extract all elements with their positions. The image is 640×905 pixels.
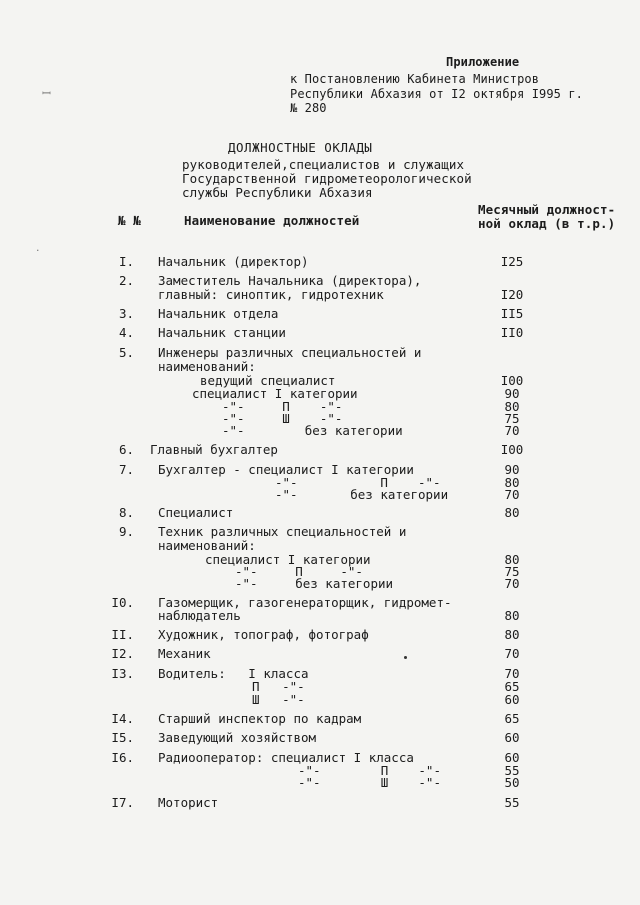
row-number: I3.: [111, 666, 134, 681]
row-title: Старший инспектор по кадрам: [158, 711, 362, 726]
sub-row-salary: 80: [504, 399, 520, 414]
sub-row-salary: 50: [504, 775, 520, 790]
sub-row-salary: 70: [504, 576, 520, 591]
row-salary: 60: [504, 750, 520, 765]
row-number: 8.: [118, 505, 134, 520]
subtitle-line-1: руководителей,специалистов и служащих: [182, 157, 465, 172]
sub-row-title: Ш -"-: [252, 692, 305, 707]
subtitle-line-2: Государственной гидрометеорологической: [182, 171, 472, 186]
sub-row-salary: 60: [504, 692, 520, 707]
sub-row-salary: 75: [504, 564, 520, 579]
row-number: 3.: [118, 306, 134, 321]
row-title: Газомерщик, газогенераторщик, гидромет-: [158, 595, 452, 610]
sub-row-title: специалист I категории: [192, 386, 358, 401]
row-salary: 65: [504, 711, 520, 726]
row-salary: 55: [504, 795, 520, 810]
row-number: II.: [111, 627, 134, 642]
sub-row-salary: 90: [504, 386, 520, 401]
row-salary: 70: [504, 646, 520, 661]
sub-row-title: -"- П -"-: [298, 763, 441, 778]
row-title: Механик: [158, 646, 211, 661]
column-header-salary-1: Месячный должност-: [478, 202, 616, 217]
sub-row-title: ведущий специалист: [200, 373, 336, 388]
row-number: 2.: [118, 273, 134, 288]
sub-row-salary: 80: [504, 475, 520, 490]
row-title: Специалист: [158, 505, 234, 520]
column-header-name: Наименование должностей: [184, 213, 360, 228]
row-title: Заместитель Начальника (директора),: [158, 273, 422, 288]
row-title-continued: наименований:: [158, 538, 256, 553]
ink-dot: [404, 656, 407, 659]
sub-row-title: -"- П -"-: [275, 475, 441, 490]
row-number: I5.: [111, 730, 134, 745]
row-salary: I20: [500, 287, 524, 302]
resolution-line-2: Республики Абхазия от I2 октября I995 г.: [290, 87, 583, 101]
row-number: I7.: [111, 795, 134, 810]
resolution-number: № 280: [290, 101, 327, 115]
sub-row-salary: 70: [504, 423, 520, 438]
sub-row-title: -"- Ш -"-: [298, 775, 441, 790]
sub-row-title: -"- П -"-: [235, 564, 363, 579]
row-title-continued: наименований:: [158, 359, 256, 374]
row-salary: 80: [504, 627, 520, 642]
row-salary: 60: [504, 730, 520, 745]
row-salary: 80: [504, 608, 520, 623]
row-title: Художник, топограф, фотограф: [158, 627, 369, 642]
margin-mark: ·: [36, 244, 40, 257]
row-title: Моторист: [158, 795, 219, 810]
resolution-line-1: к Постановлению Кабинета Министров: [290, 72, 540, 86]
sub-row-title: -"- П -"-: [222, 399, 343, 414]
row-title: Начальник отдела: [158, 306, 279, 321]
row-salary: 90: [504, 462, 520, 477]
sub-row-salary: 70: [504, 487, 520, 502]
row-number: 5.: [118, 345, 134, 360]
row-title: Бухгалтер - специалист I категории: [158, 462, 414, 477]
row-title: Начальник станции: [158, 325, 286, 340]
row-title-continued: главный: синоптик, гидротехник: [158, 287, 384, 302]
row-salary: II0: [500, 325, 524, 340]
sub-row-salary: 65: [504, 679, 520, 694]
row-salary: I25: [500, 254, 524, 269]
row-number: 4.: [118, 325, 134, 340]
sub-row-title: П -"-: [252, 679, 305, 694]
sub-row-salary: 55: [504, 763, 520, 778]
row-salary: I00: [500, 442, 524, 457]
row-title: Заведующий хозяйством: [158, 730, 317, 745]
row-number: I6.: [111, 750, 134, 765]
row-title-continued: наблюдатель: [158, 608, 241, 623]
sub-row-salary: 75: [504, 411, 520, 426]
row-number: I0.: [111, 595, 134, 610]
sub-row-salary: I00: [500, 373, 524, 388]
row-number: I.: [118, 254, 134, 269]
subtitle-line-3: службы Республики Абхазия: [182, 185, 373, 200]
margin-mark: ꟷ: [42, 87, 51, 100]
column-header-number: № №: [118, 213, 141, 228]
sub-row-title: -"- без категории: [275, 487, 449, 502]
sub-row-salary: 80: [504, 552, 520, 567]
row-title: Главный бухгалтер: [150, 442, 278, 457]
document-title: ДОЛЖНОСТНЫЕ ОКЛАДЫ: [228, 140, 373, 155]
row-title: Инженеры различных специальностей и: [158, 345, 422, 360]
row-number: I4.: [111, 711, 134, 726]
row-number: I2.: [111, 646, 134, 661]
row-title: Водитель: I класса: [158, 666, 309, 681]
row-number: 7.: [118, 462, 134, 477]
row-number: 6.: [118, 442, 134, 457]
row-number: 9.: [118, 524, 134, 539]
row-title: Начальник (директор): [158, 254, 309, 269]
column-header-salary-2: ной оклад (в т.р.): [478, 216, 616, 231]
row-salary: 80: [504, 505, 520, 520]
row-salary: 70: [504, 666, 520, 681]
row-title: Радиооператор: специалист I класса: [158, 750, 414, 765]
sub-row-title: специалист I категории: [205, 552, 371, 567]
appendix-label: Приложение: [446, 55, 520, 69]
sub-row-title: -"- без категории: [222, 423, 403, 438]
row-title: Техник различных специальностей и: [158, 524, 407, 539]
sub-row-title: -"- без категории: [235, 576, 394, 591]
sub-row-title: -"- Ш -"-: [222, 411, 343, 426]
row-salary: II5: [500, 306, 524, 321]
